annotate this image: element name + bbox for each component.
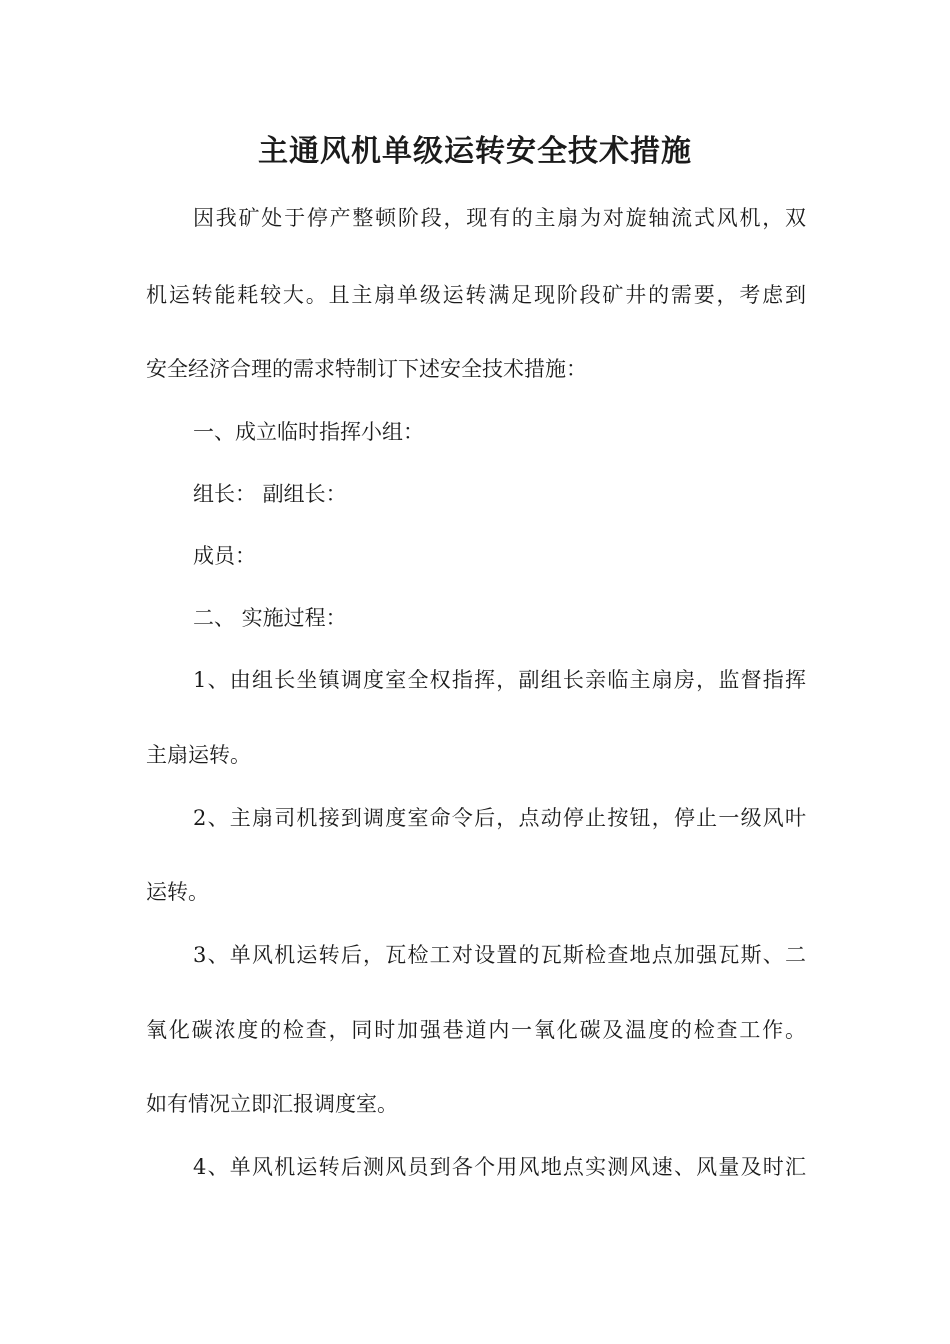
paragraph-line: 氧化碳浓度的检查，同时加强巷道内一氧化碳及温度的检查工作。 bbox=[146, 1018, 806, 1042]
paragraph-line: 成员： bbox=[193, 544, 256, 568]
paragraph-line: 安全经济合理的需求特制订下述安全技术措施： bbox=[146, 357, 587, 381]
paragraph-line: 1、由组长坐镇调度室全权指挥，副组长亲临主扇房，监督指挥 bbox=[193, 668, 806, 692]
section-heading: 一、成立临时指挥小组： bbox=[193, 420, 424, 444]
paragraph-line: 组长： 副组长： bbox=[193, 482, 347, 506]
paragraph-line: 机运转能耗较大。且主扇单级运转满足现阶段矿井的需要，考虑到 bbox=[146, 283, 806, 307]
paragraph-line: 4、单风机运转后测风员到各个用风地点实测风速、风量及时汇 bbox=[193, 1155, 806, 1179]
paragraph-line: 因我矿处于停产整顿阶段，现有的主扇为对旋轴流式风机，双 bbox=[193, 206, 806, 230]
document-title: 主通风机单级运转安全技术措施 bbox=[258, 134, 692, 169]
paragraph-line: 主扇运转。 bbox=[146, 743, 251, 767]
paragraph-line: 如有情况立即汇报调度室。 bbox=[146, 1092, 398, 1116]
paragraph-line: 2、主扇司机接到调度室命令后，点动停止按钮，停止一级风叶 bbox=[193, 806, 806, 830]
paragraph-line: 运转。 bbox=[146, 880, 209, 904]
paragraph-line: 3、单风机运转后，瓦检工对设置的瓦斯检查地点加强瓦斯、二 bbox=[193, 943, 806, 967]
section-heading: 二、 实施过程： bbox=[193, 606, 347, 630]
